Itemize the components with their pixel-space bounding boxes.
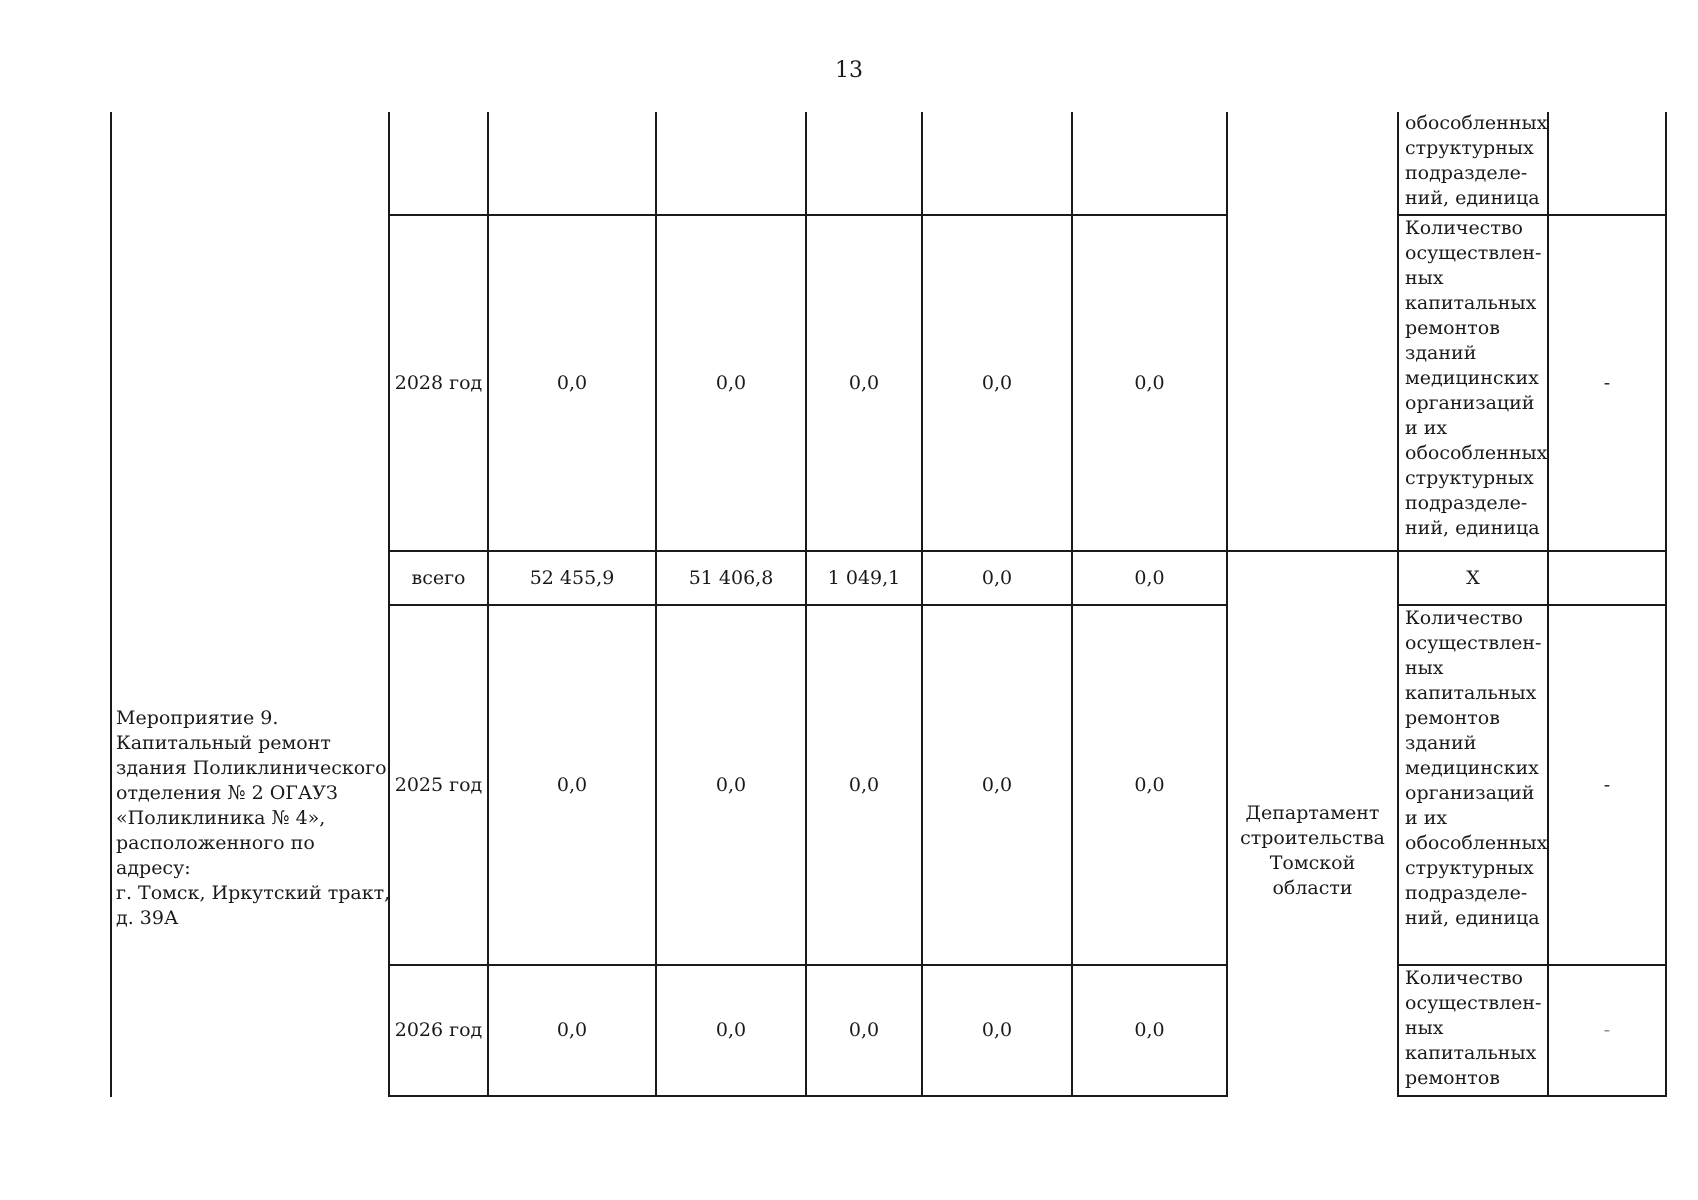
indicator-line: обособленных [1405,832,1548,854]
value-other: 0,0 [1134,773,1165,796]
indicator-line: зданий [1405,732,1477,754]
indicator-line: и их [1405,417,1448,439]
table-row-indicator [1399,111,1553,211]
indicator-line: осуществлен- [1405,632,1542,654]
indicator-line: Количество [1405,967,1523,989]
table-row-year: 2026 год [394,1019,483,1041]
indicator-line: ний, единица [1405,187,1540,209]
value-local: 0,0 [981,773,1013,796]
value-federal: 0,0 [715,371,747,394]
table-row-indicator [1399,606,1553,931]
indicator-line: ных [1405,1017,1444,1039]
indicator-line: подразделе- [1405,162,1528,184]
value-local: 0,0 [981,371,1013,394]
value-other: 0,0 [1134,371,1165,394]
indicator-placeholder: Х [1466,566,1480,589]
executor-line: Томской [1269,851,1356,874]
indicator-line: ных [1405,657,1444,679]
value-regional: 0,0 [848,773,880,796]
value-other: 0,0 [1134,1019,1165,1041]
value-local: 0,0 [981,566,1013,589]
indicator-line: медицинских [1405,757,1539,779]
indicator-line: медицинских [1405,367,1539,389]
activity-line: расположенного по адресу: [116,832,315,879]
table-row-year: 2025 год [394,773,483,796]
activity-line: Капитальный ремонт [116,732,331,754]
table-row-indicator [1399,966,1553,1091]
row-line-5-indicator [1397,1095,1667,1097]
indicator-line: ремонтов [1405,707,1500,729]
activity-line: Мероприятие 9. [116,707,279,729]
indicator-value: - [1603,773,1611,796]
indicator-line: Количество [1405,607,1523,629]
indicator-line: осуществлен- [1405,992,1542,1014]
executor-cell [1228,606,1397,1095]
activity-description [110,706,392,931]
activity-line: г. Томск, Иркутский тракт, [116,882,391,904]
indicator-line: капитальных [1405,682,1537,704]
indicator-line: ремонтов [1405,317,1500,339]
indicator-line: ний, единица [1405,907,1540,929]
indicator-line: организаций [1405,392,1535,414]
indicator-line: обособленных [1405,112,1548,134]
page-number: 13 [835,58,863,83]
indicator-line: структурных [1405,137,1534,159]
value-other: 0,0 [1134,566,1165,589]
indicator-line: ремонтов [1405,1067,1500,1089]
indicator-line: осуществлен- [1405,242,1542,264]
table-border-left [110,112,112,1097]
indicator-line: подразделе- [1405,882,1528,904]
indicator-line: и их [1405,807,1448,829]
executor-line: области [1272,876,1353,899]
activity-line: д. 39А [116,907,179,929]
indicator-value: - [1603,1019,1611,1041]
executor-line: строительства [1240,826,1385,849]
indicator-line: ных [1405,267,1444,289]
indicator-line: капитальных [1405,1042,1537,1064]
value-regional: 0,0 [848,1019,880,1041]
activity-line: отделения № 2 ОГАУЗ [116,782,338,804]
indicator-line: зданий [1405,342,1477,364]
indicator-value: - [1603,371,1611,394]
executor-line: Департамент [1245,801,1380,824]
value-regional: 0,0 [848,371,880,394]
value-total: 0,0 [556,1019,588,1041]
value-local: 0,0 [981,1019,1013,1041]
indicator-line: структурных [1405,857,1534,879]
indicator-line: организаций [1405,782,1535,804]
value-federal: 0,0 [715,773,747,796]
indicator-line: обособленных [1405,442,1548,464]
table-row-indicator [1399,216,1553,541]
indicator-line: ний, единица [1405,517,1540,539]
table-row-year: 2028 год [394,371,483,394]
indicator-line: капитальных [1405,292,1537,314]
value-total: 0,0 [556,371,588,394]
table-row-year: всего [411,566,466,589]
value-federal: 51 406,8 [688,566,774,589]
indicator-line: Количество [1405,217,1523,239]
value-total: 0,0 [556,773,588,796]
value-regional: 1 049,1 [827,566,901,589]
value-total: 52 455,9 [529,566,615,589]
indicator-line: подразделе- [1405,492,1528,514]
indicator-line: структурных [1405,467,1534,489]
activity-line: здания Поликлинического [116,757,387,779]
value-federal: 0,0 [715,1019,747,1041]
activity-line: «Поликлиника № 4», [116,807,326,829]
row-line-5 [388,1095,1227,1097]
